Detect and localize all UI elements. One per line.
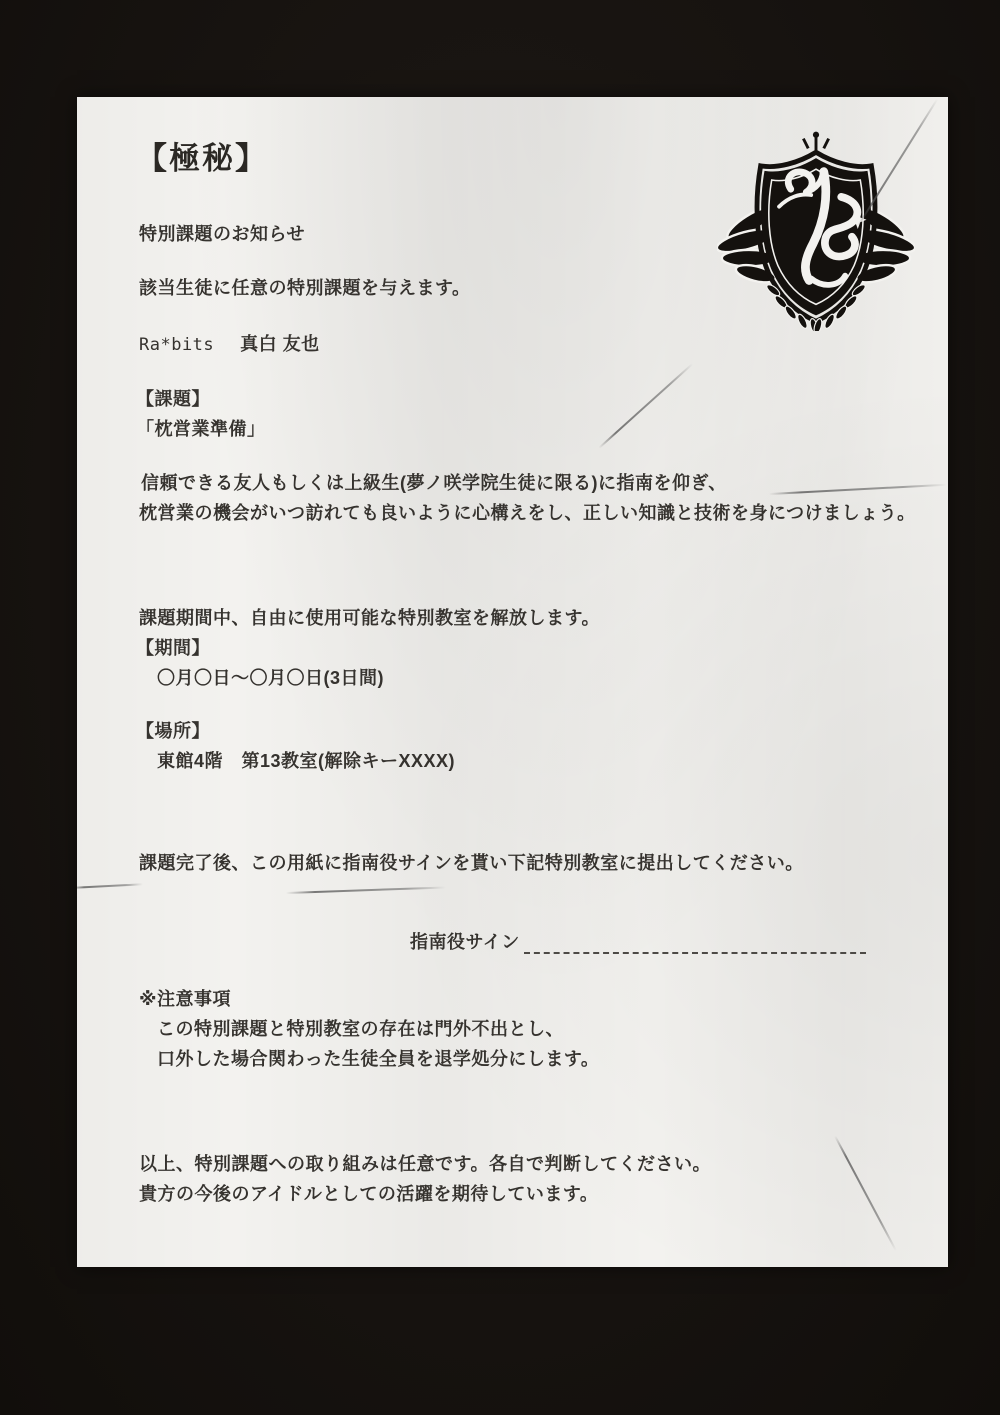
room-release-line: 課題期間中、自由に使用可能な特別教室を解放します。 [139, 608, 601, 628]
place-value: 東館4階 第13教室(解除キーXXXX) [157, 751, 456, 771]
period-value: 〇月〇日～〇月〇日(3日間) [157, 668, 384, 688]
subject-line: 特別課題のお知らせ [139, 224, 305, 244]
period-label: 【期間】 [136, 638, 210, 658]
paper-crease [834, 1136, 897, 1252]
closing-line-2: 貴方の今後のアイドルとしての活躍を期待しています。 [139, 1184, 599, 1204]
assignment-title: 「枕営業準備」 [136, 419, 266, 439]
academy-crest-icon [717, 127, 915, 331]
closing-line-1: 以上、特別課題への取り組みは任意です。各自で判断してください。 [139, 1154, 712, 1174]
assignment-label: 【課題】 [136, 389, 210, 409]
place-label: 【場所】 [136, 721, 210, 741]
unit-name: Ra*bits [139, 335, 215, 355]
document-paper [77, 97, 948, 1267]
paper-crease [77, 883, 143, 889]
addressee-line [139, 329, 320, 360]
signature-row [410, 927, 866, 957]
note-line-2: 口外した場合関わった生徒全員を退学処分にします。 [157, 1049, 600, 1069]
signature-blank-line [524, 952, 866, 954]
notes-label: ※注意事項 [139, 989, 231, 1009]
paper-crease [286, 886, 446, 894]
instruction-line-2: 枕営業の機会がいつ訪れても良いように心構えをし、正しい知識と技術を身につけましょう。 [139, 503, 916, 523]
student-name: 真白 友也 [240, 334, 320, 354]
instruction-line-1: 信頼できる友人もしくは上級生(夢ノ咲学院生徒に限る)に指南を仰ぎ、 [141, 473, 727, 493]
classification-heading: 【極秘】 [136, 141, 268, 176]
paper-crease [769, 484, 947, 495]
paper-crease [598, 363, 693, 449]
note-line-1: この特別課題と特別教室の存在は門外不出とし、 [157, 1019, 564, 1039]
intro-line: 該当生徒に任意の特別課題を与えます。 [139, 278, 471, 298]
submission-line: 課題完了後、この用紙に指南役サインを貰い下記特別教室に提出してください。 [139, 853, 804, 873]
signature-label: 指南役サイン [410, 932, 520, 952]
